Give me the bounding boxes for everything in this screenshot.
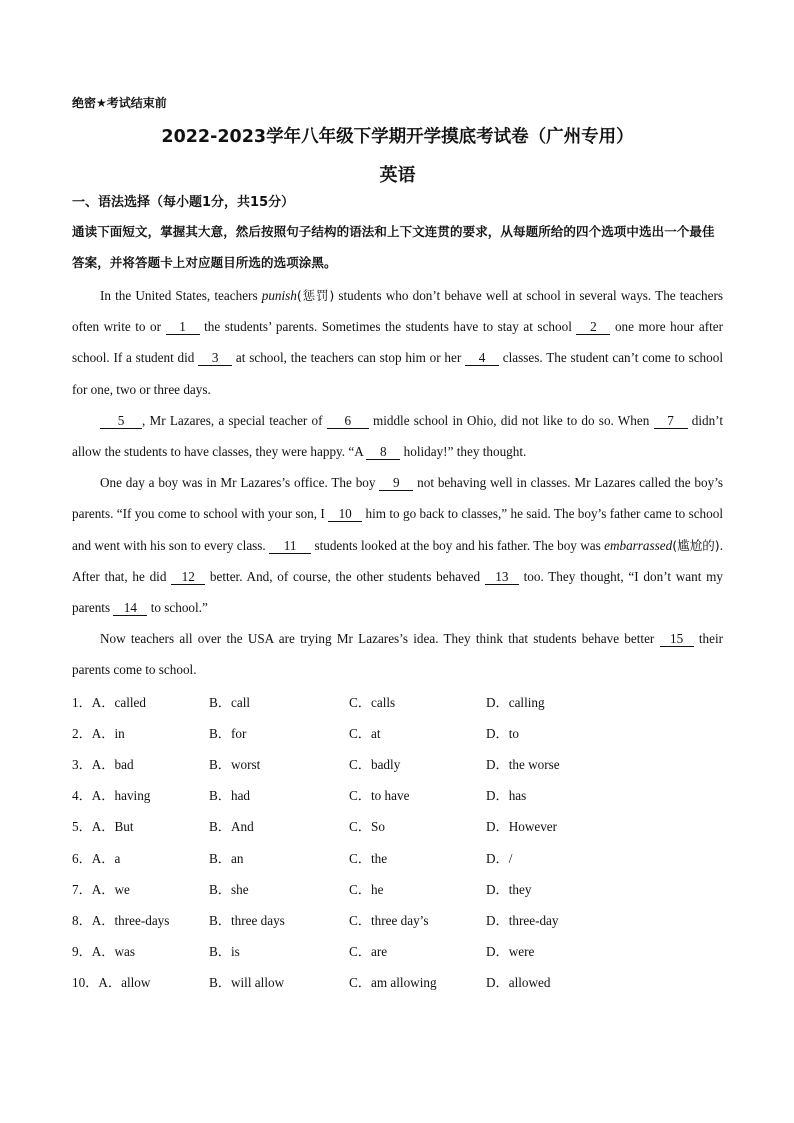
option-c[interactable]: C．So: [349, 819, 385, 835]
question-row: [72, 966, 723, 997]
option-c[interactable]: C．he: [349, 881, 384, 897]
blank-1: 1: [166, 320, 200, 335]
question-row: [72, 842, 723, 873]
option-c[interactable]: C．badly: [349, 757, 401, 773]
option-a[interactable]: 4．A．having: [72, 788, 151, 804]
blank-12: 12: [171, 570, 205, 585]
subject-title: 英语: [379, 165, 416, 186]
secret-label: 绝密★考试结束前: [72, 96, 167, 110]
option-c[interactable]: C．calls: [349, 694, 396, 710]
option-a[interactable]: 10．A．allow: [72, 975, 151, 991]
section-instructions: 通读下面短文，掌握其大意，然后按照句子结构的语法和上下文连贯的要求，从每题所给的四个选项中选出一个最佳答案，并将答题卡上对应题目所选的选项涂黑。: [72, 224, 715, 270]
blank-9: 9: [379, 476, 413, 491]
passage-paragraph-2: 5 , Mr Lazares, a special teacher of 6 middle school in Ohio, did not like to do so. When 7 didn’t allow the students to have classes, they were happy. “A 8 holiday!” they thought.: [72, 412, 723, 460]
blank-8: 8: [366, 445, 400, 460]
term-embarrassed: embarrassed: [604, 537, 673, 553]
answer-options: [72, 686, 723, 998]
question-row: [72, 686, 723, 717]
term-punish: punish: [261, 288, 297, 303]
passage-paragraph-1: In the United States, teachers punish(惩罚) students who don’t behave well at school in several ways. The teachers often write to or 1 the students’ parents. Sometimes the students have to stay at school 2 one more hour after school. If a student did 3 at school, the teachers can stop him or her 4 classes. The student can’t come to school for one, two or three days.: [72, 288, 724, 397]
option-c[interactable]: C．three day’s: [349, 913, 429, 929]
option-d[interactable]: D．has: [486, 788, 527, 804]
option-d[interactable]: D．allowed: [486, 975, 551, 991]
option-c[interactable]: C．to have: [349, 788, 410, 804]
option-d[interactable]: D．calling: [486, 694, 545, 710]
option-a[interactable]: 8．A．three-days: [72, 913, 170, 929]
question-row: [72, 748, 723, 779]
option-b[interactable]: B．she: [209, 881, 249, 897]
section-heading: 一、语法选择（每小题1分，共15分）: [72, 195, 295, 210]
blank-10: 10: [328, 507, 362, 522]
option-a[interactable]: 7．A．we: [72, 881, 130, 897]
option-a[interactable]: 6．A．a: [72, 850, 121, 866]
option-a[interactable]: 5．A．But: [72, 819, 134, 835]
option-b[interactable]: B．is: [209, 944, 240, 960]
option-c[interactable]: C．are: [349, 944, 388, 960]
option-b[interactable]: B．for: [209, 725, 247, 741]
question-row: [72, 904, 723, 935]
passage-paragraph-4: Now teachers all over the USA are trying Mr Lazares’s idea. They think that students behave better 15 their parents come to school.: [72, 631, 723, 678]
passage-paragraph-3: One day a boy was in Mr Lazares’s office. The boy 9 not behaving well in classes. Mr Lazares called the boy’s parents. “If you come to school with your son, I 10 him to go back to classes,” he said. The boy’s father came to school and went with his son to every class. 11 students looked at the boy and his father. The boy was embarrassed(尴尬的). After that, he did 12 better. And, of course, the other students behaved 13 too. They thought, “I don’t want my parents 14 to school.”: [72, 475, 723, 616]
option-c[interactable]: C．at: [349, 725, 381, 741]
exam-page: [72, 93, 723, 998]
option-b[interactable]: B．will allow: [209, 975, 285, 991]
option-a[interactable]: 3．A．bad: [72, 757, 134, 773]
question-row: [72, 779, 723, 810]
option-d[interactable]: D．to: [486, 725, 519, 741]
reading-passage: [72, 280, 723, 686]
blank-13: 13: [485, 570, 519, 585]
blank-4: 4: [465, 351, 499, 366]
blank-7: 7: [654, 414, 688, 429]
blank-14: 14: [113, 601, 147, 616]
blank-15: 15: [660, 632, 694, 647]
question-row: [72, 873, 723, 904]
option-d[interactable]: D．were: [486, 944, 535, 960]
blank-5: 5: [100, 414, 142, 429]
blank-6: 6: [327, 414, 369, 429]
option-a[interactable]: 9．A．was: [72, 944, 136, 960]
option-b[interactable]: B．had: [209, 788, 251, 804]
option-a[interactable]: 1．A．called: [72, 694, 146, 710]
option-d[interactable]: D．the worse: [486, 757, 560, 773]
option-d[interactable]: D．However: [486, 819, 558, 835]
option-c[interactable]: C．the: [349, 850, 388, 866]
question-row: [72, 717, 723, 748]
option-b[interactable]: B．worst: [209, 757, 261, 773]
option-a[interactable]: 2．A．in: [72, 725, 125, 741]
blank-2: 2: [576, 320, 610, 335]
option-b[interactable]: B．call: [209, 694, 251, 710]
option-b[interactable]: B．And: [209, 819, 254, 835]
question-row: [72, 935, 723, 966]
blank-11: 11: [269, 539, 311, 554]
option-c[interactable]: C．am allowing: [349, 975, 437, 991]
question-row: [72, 810, 723, 841]
blank-3: 3: [198, 351, 232, 366]
option-d[interactable]: D．/: [486, 850, 513, 866]
option-d[interactable]: D．three-day: [486, 913, 559, 929]
option-b[interactable]: B．an: [209, 850, 244, 866]
option-b[interactable]: B．three days: [209, 913, 285, 929]
exam-title: 2022-2023学年八年级下学期开学摸底考试卷（广州专用）: [161, 127, 634, 147]
option-d[interactable]: D．they: [486, 881, 532, 897]
